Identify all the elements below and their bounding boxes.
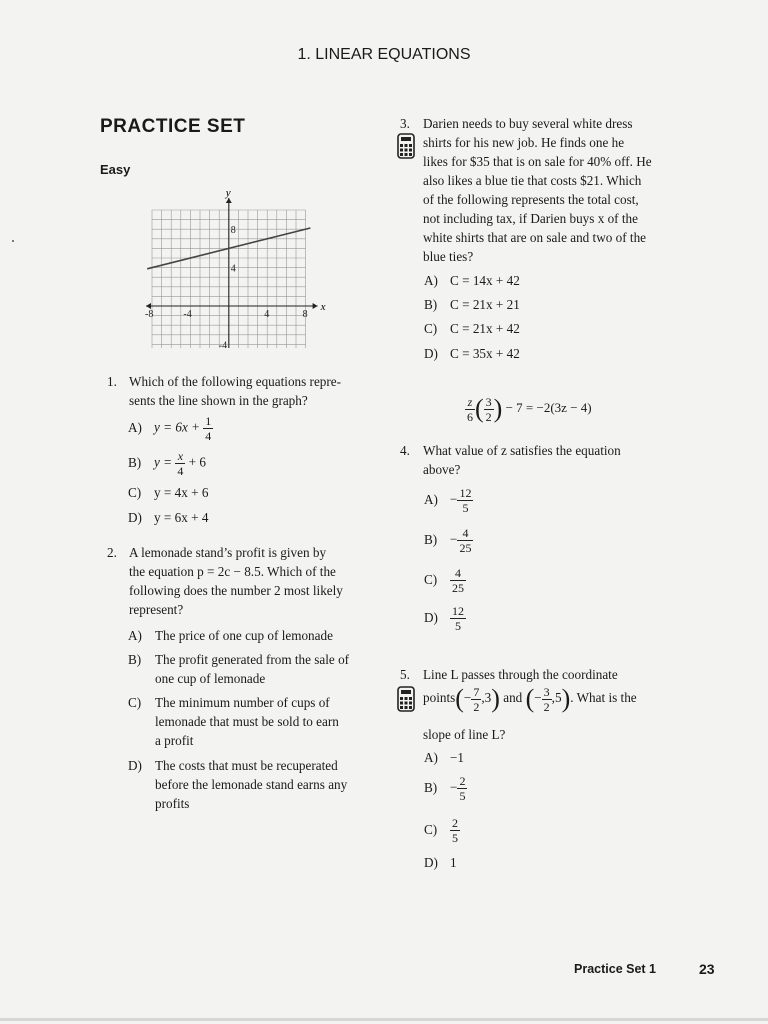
question-text-line: shirts for his new job. He finds one he (423, 135, 625, 150)
q3-option-c[interactable]: C) C = 21x + 42 (424, 321, 520, 336)
stray-dot (12, 240, 14, 242)
question-text-line: represent? (129, 602, 184, 617)
q2-option-d[interactable]: D) The costs that must be recuperated before the lemonade stand earns any profits (128, 758, 348, 811)
question-number: 5. (400, 667, 410, 682)
q1-option-b[interactable]: B) y = $\frac{x}{4}$ + 6 (128, 449, 206, 478)
q3-option-b[interactable]: B) C = 21x + 21 (424, 297, 520, 312)
q4-option-b[interactable]: B) − $\frac{4}{25}$ (424, 526, 472, 555)
question-number: 1. (107, 374, 117, 389)
q1-option-d[interactable]: D) y = 6x + 4 (128, 510, 209, 525)
question-number: 2. (107, 545, 117, 560)
q3-option-d[interactable]: D) C = 35x + 42 (424, 346, 520, 361)
question-1 (100, 372, 380, 410)
section-title: PRACTICE SET (100, 116, 246, 137)
q1-option-c[interactable]: C) y = 4x + 6 (128, 485, 209, 500)
q5-option-d[interactable]: D) 1 (424, 855, 457, 870)
chapter-title: 1. LINEAR EQUATIONS (297, 46, 471, 63)
question-number: 3. (400, 116, 410, 131)
x-axis-label: x (320, 301, 326, 313)
question-4 (400, 441, 690, 479)
question-3 (400, 114, 690, 266)
question-text-line: What value of z satisfies the equation (423, 443, 621, 458)
x-axis-arrow (313, 303, 318, 309)
question-number: 4. (400, 443, 410, 458)
x-tick-label: -4 (183, 309, 192, 320)
question-text-line: blue ties? (423, 249, 474, 264)
q5-points-line: points(− $\frac{7}{2}$ ,3) and (− $\frac{3}{2}$ ,5). What is the (423, 684, 637, 714)
q2-option-b[interactable]: B) The profit generated from the sale of one cup of lemonade (128, 652, 350, 686)
calculator-icon (397, 686, 415, 712)
q1-option-a[interactable]: A) y = 6x + $\frac{1}{4}$ (128, 414, 212, 443)
q2-option-c[interactable]: C) The minimum number of cups of lemonade that must be sold to earn a profit (128, 695, 339, 748)
question-text-line: Darien needs to buy several white dress (423, 116, 633, 131)
line-graph (138, 188, 338, 348)
y-tick-label: 4 (230, 263, 236, 275)
q4-option-d[interactable]: D) $\frac{12}{5}$ (424, 604, 464, 633)
y-tick-label: -4 (218, 340, 228, 348)
question-text-line: sents the line shown in the graph? (129, 393, 308, 408)
question-text-line: likes for $35 that is on sale for 40% off. He (423, 154, 652, 169)
question-text-line: white shirts that are on sale and two of the (423, 230, 647, 245)
question-text-line: A lemonade stand’s profit is given by (129, 545, 327, 560)
q2-option-a[interactable]: A) The price of one cup of lemonade (128, 628, 333, 643)
q3-option-a[interactable]: A) C = 14x + 42 (424, 273, 520, 288)
x-tick-label: 4 (264, 309, 270, 320)
q5-option-a[interactable]: A) −1 (424, 750, 465, 765)
q4-option-c[interactable]: C) $\frac{4}{25}$ (424, 566, 464, 595)
y-tick-label: 8 (230, 225, 236, 237)
question-2 (100, 543, 380, 619)
question-5 (400, 665, 700, 684)
question-text-line: the equation p = 2c − 8.5. Which of the (129, 564, 336, 579)
footer-label: Practice Set 1 (574, 962, 656, 976)
y-axis-label: y (225, 188, 231, 199)
question-text-line: Line L passes through the coordinate (423, 667, 618, 682)
question-text-line: of the following represents the total cost, (423, 192, 639, 207)
question-text-line: also likes a blue tie that costs $21. Which (423, 173, 642, 188)
question-text-line: above? (423, 462, 461, 477)
q4-option-a[interactable]: A) − $\frac{12}{5}$ (424, 486, 472, 515)
question-text-line: slope of line L? (423, 727, 506, 742)
bottom-edge (0, 1018, 768, 1021)
x-tick-label: -8 (145, 309, 154, 320)
x-tick-label: 8 (302, 309, 308, 320)
question-text-line: Which of the following equations repre- (129, 374, 342, 389)
difficulty-label: Easy (100, 162, 131, 177)
page-number: 23 (699, 961, 715, 977)
q4-equation: $\frac{z}{6}$ ( $\frac{3}{2}$ ) − 7 = −2(3z − 4) (467, 394, 592, 424)
q5-option-b[interactable]: B) − $\frac{2}{5}$ (424, 774, 466, 803)
question-text-line: not including tax, if Darien buys x of the (423, 211, 638, 226)
q5-option-c[interactable]: C) $\frac{2}{5}$ (424, 816, 458, 845)
question-text-line: following does the number 2 most likely (129, 583, 343, 598)
